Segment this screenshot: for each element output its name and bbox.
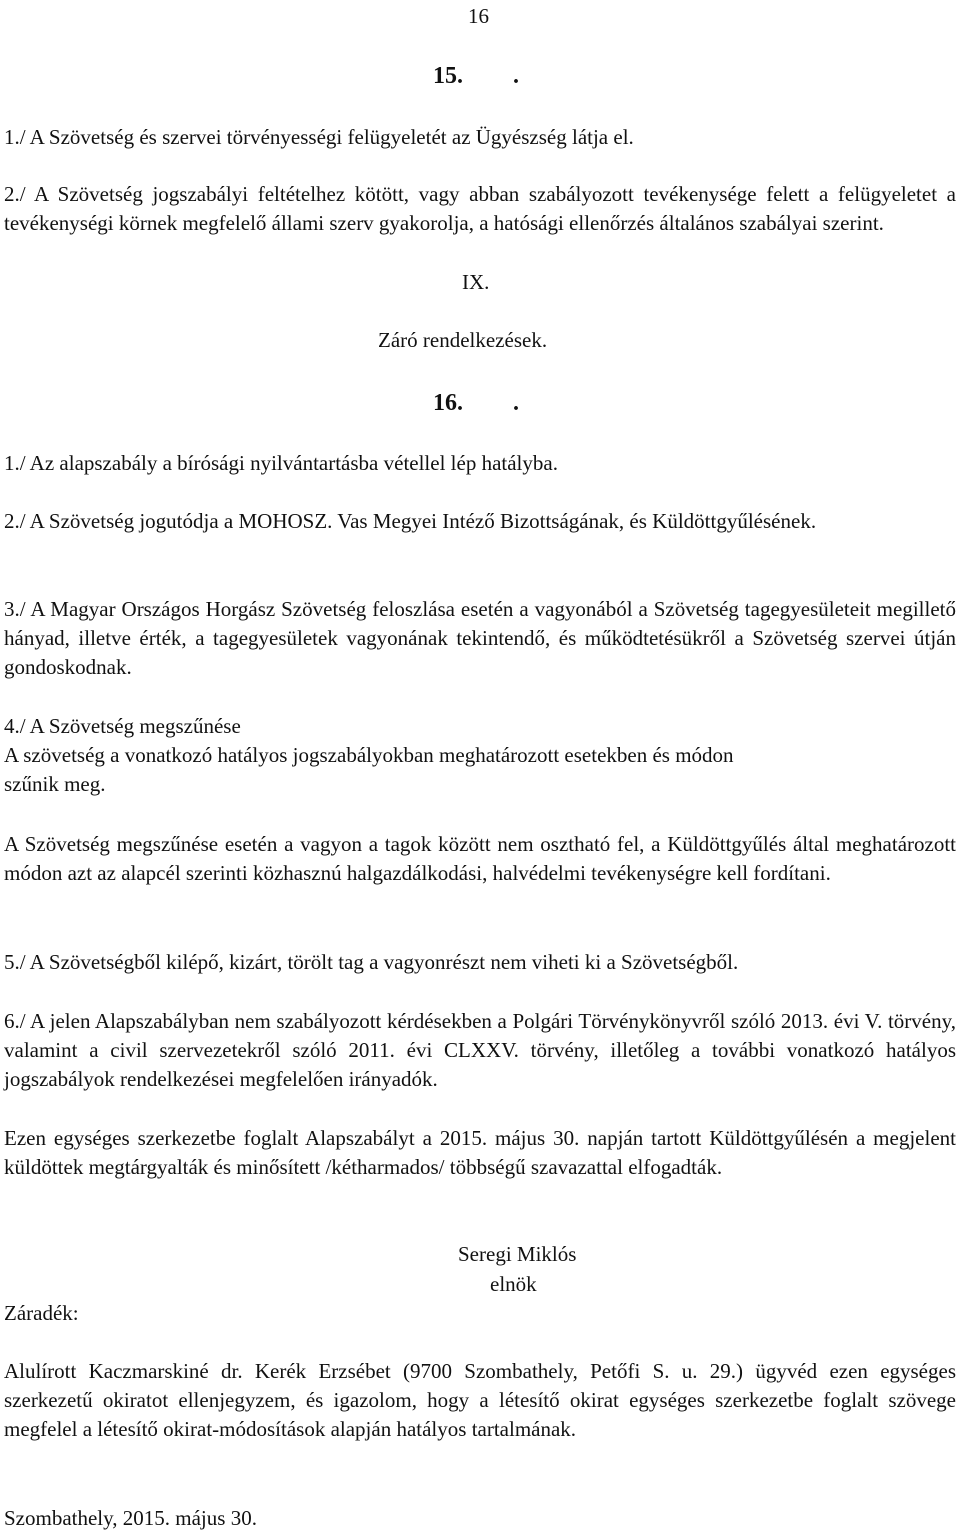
chapter-roman-numeral: IX. [462,270,490,294]
section-16-paragraph-2: 2./ A Szövetség jogutódja a MOHOSZ. Vas Megyei Intéző Bizottságának, és Küldöttgyűlésének. [4,509,817,533]
section-16-heading: 16. [433,390,463,416]
signatory-name: Seregi Miklós [458,1242,577,1266]
section-15-paragraph-2: 2./ A Szövetség jogszabályi feltételhez kötött, vagy abban szabályozott tevékenysége felett a felügyeletet a tevékenységi körnek megfelelő állami szerv gyakorolja, a hatósági ellenőrzés általános szabályai szerint. [4,182,956,235]
section-16-paragraph-4-line-1: A szövetség a vonatkozó hatályos jogszabályokban meghatározott esetekben és módon [4,743,734,767]
section-16-paragraph-7: Ezen egységes szerkezetbe foglalt Alapszabályt a 2015. május 30. napján tartott Küldöttgyűlésén a megjelent küldöttek megtárgyalták és minősített /kétharmados/ többségű szavazattal elfogadták. [4,1126,956,1179]
place-and-date: Szombathely, 2015. május 30. [4,1506,257,1530]
page-number: 16 [468,4,489,28]
section-16-paragraph-4-line-2: szűnik meg. [4,772,106,796]
section-15-dot: . [513,63,519,89]
section-15-paragraph-1: 1./ A Szövetség és szervei törvényességi felügyeletét az Ügyészség látja el. [4,125,634,149]
section-16-paragraph-6: 6./ A jelen Alapszabályban nem szabályozott kérdésekben a Polgári Törvénykönyvről szóló 2013. évi V. törvény, valamint a civil szervezetekről szóló 2011. évi CLXXV. törvény, illetőleg a további vonatkozó hatályos jogszabályok rendelkezései megfelelően irányadók. [4,1009,956,1091]
section-16-paragraph-3: 3./ A Magyar Országos Horgász Szövetség feloszlása esetén a vagyonából a Szövetség tagegyesületeit megillető hányad, illetve érték, a tagegyesületek vagyonának tekintendő, és működtetésükről a Szövetség szervei útján gondoskodnak. [4,597,956,679]
signatory-role: elnök [490,1272,537,1296]
section-16-paragraph-4-heading: 4./ A Szövetség megszűnése [4,714,241,738]
chapter-title: Záró rendelkezések. [378,328,548,352]
clause-label: Záradék: [4,1301,79,1325]
section-16-dot: . [513,390,519,416]
section-16-paragraph-4b: A Szövetség megszűnése esetén a vagyon a tagok között nem osztható fel, a Küldöttgyűlés által meghatározott módon azt az alapcél szerinti közhasznú halgazdálkodási, halvédelmi tevékenységre kell fordítani. [4,832,956,885]
section-16-paragraph-1: 1./ Az alapszabály a bírósági nyilvántartásba vétellel lép hatályba. [4,451,558,475]
section-15-heading: 15. [433,63,463,89]
clause-text: Alulírott Kaczmarskiné dr. Kerék Erzsébet (9700 Szombathely, Petőfi S. u. 29.) ügyvéd ezen egységes szerkezetű okiratot ellenjegyzem, és igazolom, hogy a létesítő okirat egységes szerkezetbe foglalt szövege megfelel a létesítő okirat-módosítások alapján hatályos tartalmának. [4,1359,956,1441]
section-16-paragraph-5: 5./ A Szövetségből kilépő, kizárt, törölt tag a vagyonrészt nem viheti ki a Szövetségből. [4,950,739,974]
